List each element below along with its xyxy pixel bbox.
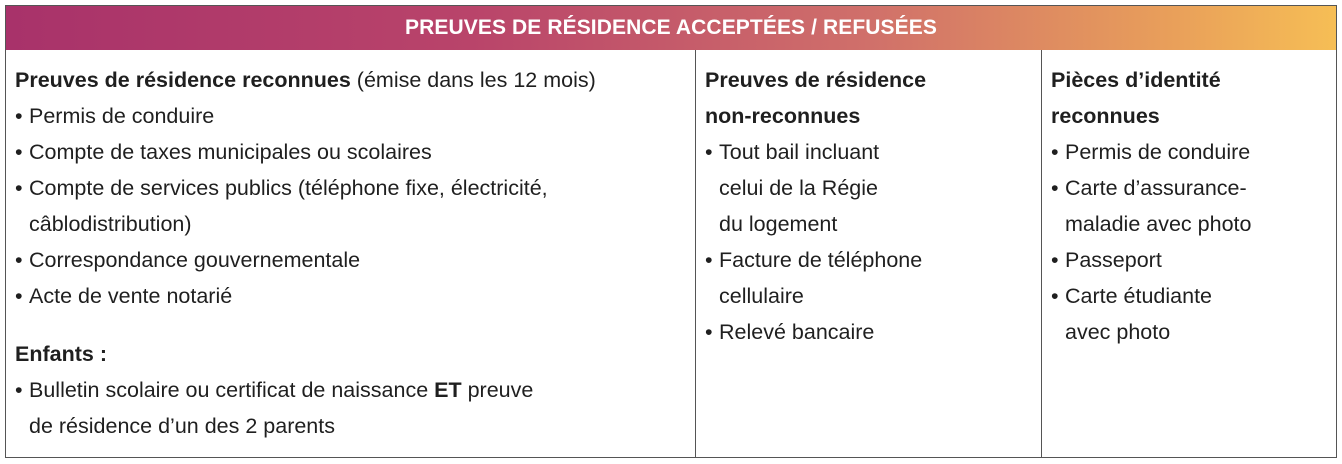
bullet: • <box>1051 176 1059 200</box>
list-item-text: Compte de taxes municipales ou scolaires <box>29 140 432 164</box>
accepted-proofs-heading <box>15 62 695 98</box>
list-item <box>15 170 695 242</box>
accepted-proofs-subtitle: (émise dans les 12 mois) <box>350 68 596 92</box>
title-line: Pièces d’identité <box>1051 68 1221 92</box>
list-item <box>1051 170 1336 242</box>
list-item-text <box>29 372 695 444</box>
list-item-text: Permis de conduire <box>1065 140 1251 164</box>
title-line: reconnues <box>1051 104 1160 128</box>
list-item-line: Tout bail incluant <box>719 140 880 164</box>
list-item <box>15 372 695 444</box>
bullet: • <box>15 284 23 308</box>
list-item-line: cellulaire <box>719 284 804 308</box>
residence-proof-table <box>5 5 1337 458</box>
list-item-text <box>29 170 695 242</box>
bullet: • <box>15 140 23 164</box>
list-item <box>705 314 1041 350</box>
list-item <box>15 98 695 134</box>
list-item-line: avec photo <box>1065 320 1171 344</box>
title-line: Preuves de résidence <box>705 68 927 92</box>
list-item <box>15 242 695 278</box>
list-item-line: celui de la Régie <box>719 176 878 200</box>
list-item <box>705 242 1041 314</box>
children-heading: Enfants : <box>15 342 107 366</box>
accepted-ids-title <box>1051 62 1336 134</box>
column-accepted-ids <box>1042 50 1336 457</box>
list-item-text <box>719 242 1041 314</box>
list-item-text <box>719 134 1041 242</box>
children-item-text: Bulletin scolaire ou certificat de naissance <box>29 378 435 402</box>
bullet: • <box>1051 140 1059 164</box>
rejected-proofs-title <box>705 62 1041 134</box>
column-accepted-proofs <box>6 50 696 457</box>
list-item <box>15 278 695 314</box>
bullet: • <box>1051 248 1059 272</box>
list-item-line: maladie avec photo <box>1065 212 1252 236</box>
list-item <box>1051 278 1336 350</box>
children-item-text: de résidence d’un des 2 parents <box>29 414 335 438</box>
children-item-text: preuve <box>461 378 534 402</box>
list-item-line: câblodistribution) <box>29 212 192 236</box>
list-item-line: Carte étudiante <box>1065 284 1213 308</box>
title-line: non-reconnues <box>705 104 861 128</box>
list-item <box>1051 242 1336 278</box>
list-item-line: Carte d’assurance- <box>1065 176 1247 200</box>
list-item-line: Compte de services publics (téléphone fixe, électricité, <box>29 176 548 200</box>
list-item-text: Passeport <box>1065 248 1162 272</box>
list-item-text: Acte de vente notarié <box>29 284 233 308</box>
list-item-text <box>1065 170 1336 242</box>
table-header <box>6 6 1336 50</box>
list-item <box>15 134 695 170</box>
list-item-text: Relevé bancaire <box>719 320 875 344</box>
bullet: • <box>15 378 23 402</box>
list-item-text: Permis de conduire <box>29 104 215 128</box>
bullet: • <box>705 248 713 272</box>
list-item-line: du logement <box>719 212 838 236</box>
list-item <box>1051 134 1336 170</box>
bullet: • <box>15 248 23 272</box>
list-item-text <box>1065 278 1336 350</box>
bullet: • <box>15 176 23 200</box>
bullet: • <box>705 320 713 344</box>
bullet: • <box>15 104 23 128</box>
table-title: PREUVES DE RÉSIDENCE ACCEPTÉES / REFUSÉES <box>405 16 937 39</box>
list-item-line: Facture de téléphone <box>719 248 923 272</box>
accepted-proofs-title: Preuves de résidence reconnues <box>15 68 351 92</box>
column-rejected-proofs <box>696 50 1042 457</box>
bullet: • <box>705 140 713 164</box>
children-item-emphasis: ET <box>434 378 462 402</box>
list-item-text: Correspondance gouvernementale <box>29 248 361 272</box>
bullet: • <box>1051 284 1059 308</box>
list-item <box>705 134 1041 242</box>
